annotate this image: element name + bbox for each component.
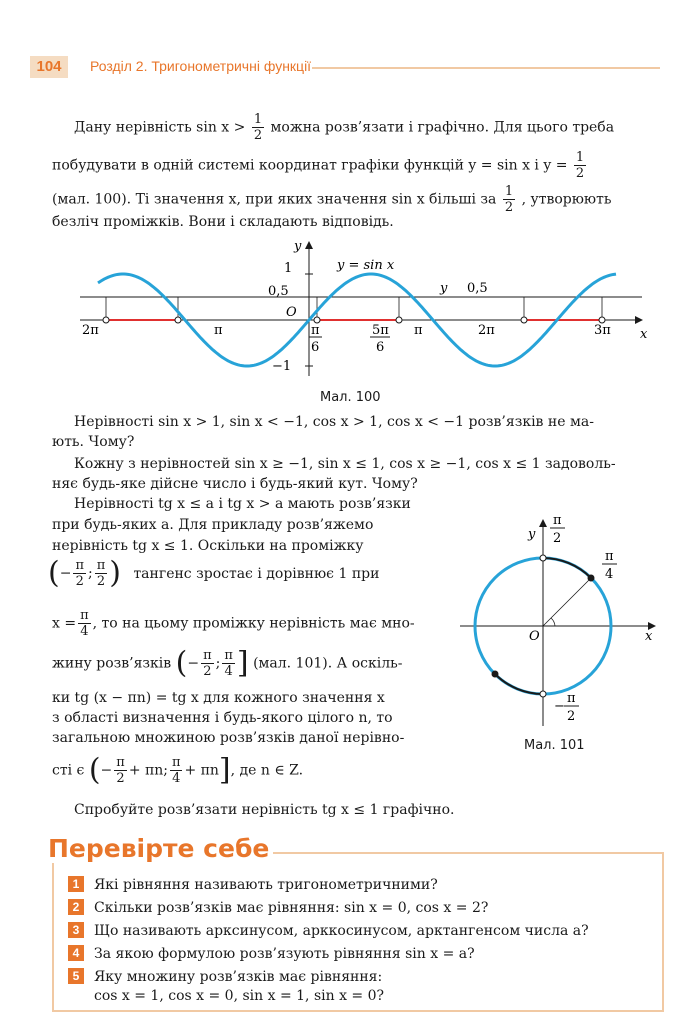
den: 2 [253,128,263,143]
intro-line-4: безліч проміжків. Вони і складають відповідь. [52,214,394,230]
den: 4 [80,624,89,639]
header-rule [312,67,660,69]
label-minus-one: −1 [272,359,292,374]
question-number: 3 [68,922,84,938]
frac-pi-2 [201,648,214,679]
text: , де n ∈ Z. [230,762,304,779]
paren-close: ) [109,555,121,591]
text: жину розв’язків [52,655,172,672]
question-text: Що називають арксинусом, арккосинусом, арктангенсом числа a? [94,923,589,939]
frac-pi-2 [73,558,86,589]
para-3-line-10 [52,752,304,788]
fraction-half [574,150,586,181]
label-negpi: π [214,323,223,338]
minus: − [59,565,72,582]
den: 2 [203,664,212,679]
figure-100-graph [60,236,660,386]
para-4: Спробуйте розв’язати нерівність tg x ≤ 1 графічно. [74,802,455,818]
intro-text: (мал. 100). Ті значення x, при яких значення sin x більші за [52,191,497,208]
plus-pin: + πn [184,762,219,779]
num: π [80,608,89,623]
fraction-half [252,112,264,143]
question-4 [68,945,475,962]
label-y: y [528,527,536,542]
para-1-line-1: Нерівності sin x > 1, sin x < −1, cos x > 1, cos x < −1 розв’язків не ма- [74,414,594,430]
para-3-line-6 [52,645,403,681]
point-minus-pi2 [540,691,546,697]
label-pi: π [414,323,423,338]
num: π [96,558,106,573]
check-box-top-rule [245,852,662,854]
semicolon: ; [163,762,168,779]
bracket-open: ( [175,645,188,681]
question-5 [68,968,382,985]
text: сті є [52,762,85,779]
point-pi2 [540,555,546,561]
den: 2 [96,574,106,589]
question-5-cont: cos x = 1, cos x = 0, sin x = 1, sin x = 0? [94,988,385,1004]
page-header [30,56,660,78]
question-number: 4 [68,945,84,961]
label-bot-num: π [567,691,576,706]
num: π [116,755,125,770]
den: 4 [172,771,181,786]
num: π [203,648,212,663]
label-bot-den: 2 [567,709,576,724]
para-2-line-2: няє будь-яке дійсне число і будь-який кут. Чому? [52,476,418,492]
question-number: 1 [68,876,84,892]
frac-pi-2 [114,755,127,786]
bracket-close: ] [218,752,231,788]
frac-pi-4 [78,608,91,639]
text: , то на цьому проміжку нерівність має мно- [92,615,415,632]
semicolon: ; [88,565,93,582]
num: π [171,755,181,770]
chapter-title: Розділ 2. Тригонометричні функції [90,58,312,74]
intro-text: , утворюють [521,191,612,208]
den: 2 [504,200,514,215]
num: 1 [504,184,514,199]
question-1 [68,876,438,893]
question-2 [68,899,488,916]
intro-text: побудувати в одній системі координат графіки функцій y = sin x і y = [52,157,568,174]
label-one: 1 [284,261,293,276]
angle-arc [551,618,555,626]
figure-101-unit-circle [455,508,670,730]
bracket-close: ] [236,645,249,681]
text: (мал. 101). А оскіль- [253,655,403,672]
label-5pi6-num: 5π [372,323,389,338]
label-right-den: 4 [605,567,614,582]
frac-pi-4 [222,648,235,679]
frac-pi-4 [170,755,183,786]
num: 1 [575,150,585,165]
question-text: За якою формулою розв’язують рівняння sin x = a? [94,946,475,962]
label-3pi: 3π [594,323,611,338]
label-right-num: π [605,549,614,564]
num: π [224,648,233,663]
label-sinx: y = sin x [337,258,395,273]
label-o: O [529,629,540,644]
label-top-den: 2 [553,531,562,546]
para-2-line-1: Кожну з нерівностей sin x ≥ −1, sin x ≤ 1, cos x ≥ −1, cos x ≤ 1 задоволь- [74,456,616,472]
para-3-line-3: нерівність tg x ≤ 1. Оскільки на проміжку [52,538,364,554]
paren-open: ( [48,555,60,591]
semicolon: ; [215,655,221,672]
point-minus-3pi4 [492,671,499,678]
label-minus: − [554,699,565,714]
den: 4 [224,664,233,679]
label-2pi: 2π [478,323,495,338]
den: 2 [116,771,125,786]
point-pi4 [588,575,595,582]
label-5pi6-den: 6 [376,340,385,355]
para-3-line-8: з області визначення і будь-якого цілого n, то [52,710,393,726]
page-number: 104 [30,56,68,78]
text: тангенс зростає і дорівнює 1 при [133,565,380,582]
fraction-half [503,184,515,215]
intro-line-1 [74,112,614,143]
label-yhalf-y: y [440,281,448,296]
para-3-line-9: загальною множиною розв’язків даної нерівно- [52,730,405,746]
intro-text: Дану нерівність sin x > [74,119,246,136]
frac-pi-2 [95,558,108,589]
intro-line-2 [52,150,588,181]
question-number: 2 [68,899,84,915]
para-3-line-1: Нерівності tg x ≤ a і tg x > a мають розв’язки [74,496,411,512]
minus: − [100,762,113,779]
para-3-line-7: ки tg (x − πn) = tg x для кожного значення x [52,690,385,706]
label-pi6-den: 6 [311,340,320,355]
label-neg2pi: 2π [82,323,99,338]
radius-pi4 [543,578,591,626]
figure-101-caption: Мал. 101 [524,738,585,753]
label-y: y [294,239,302,254]
paren-open: ( [88,752,101,788]
label-x: x [645,629,653,644]
para-1-line-2: ють. Чому? [52,434,135,450]
label-pi6-num: π [311,323,320,338]
figure-100-caption: Мал. 100 [320,390,381,405]
label-origin: O [286,305,297,320]
question-text: Які рівняння називають тригонометричними? [94,877,438,893]
intro-text: можна розв’язати і графічно. Для цього треба [270,119,615,136]
x-equals: x = [52,615,77,632]
minus: − [187,655,200,672]
question-3 [68,922,589,939]
para-3-line-5 [52,608,415,639]
label-half: 0,5 [268,284,289,299]
intro-line-3 [52,184,611,215]
question-number: 5 [68,968,84,984]
label-yhalf-val: 0,5 [467,281,488,296]
den: 2 [75,574,84,589]
den: 2 [575,166,585,181]
label-x: x [640,327,648,342]
question-text: Скільки розв’язків має рівняння: sin x = 0, cos x = 2? [94,900,489,916]
question-text: Яку множину розв’язків має рівняння: [94,969,383,985]
para-3-line-2: при будь-яких a. Для прикладу розв’яжемо [52,517,374,533]
plus-pin: + πn [128,762,164,779]
label-top-num: π [553,513,562,528]
num: 1 [253,112,263,127]
para-3-line-4 [48,555,380,591]
check-title: Перевірте себе [48,834,273,863]
num: π [75,558,84,573]
